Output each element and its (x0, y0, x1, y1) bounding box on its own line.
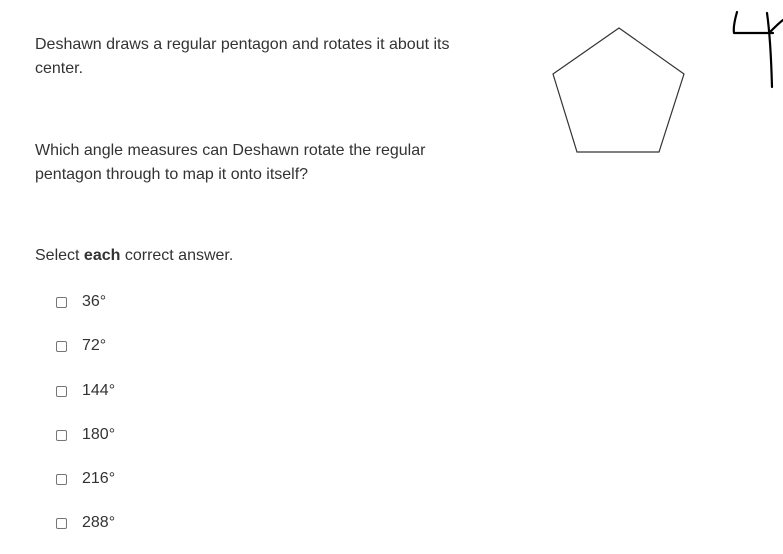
checkbox[interactable] (56, 518, 67, 529)
pentagon-shape (553, 28, 684, 152)
checkbox[interactable] (56, 430, 67, 441)
instruction-emphasis: each (83, 247, 121, 264)
answer-choice-2[interactable] (56, 334, 106, 358)
checkbox[interactable] (56, 297, 67, 308)
question-prompt: Which angle measures can Deshawn rotate the regular pentagon through to map it onto itself? (35, 142, 426, 183)
handwritten-stroke (734, 12, 783, 87)
answer-choice-3[interactable] (56, 379, 115, 403)
checkbox[interactable] (56, 341, 67, 352)
answer-choice-6[interactable] (56, 511, 115, 535)
instruction-text-after: correct answer. (120, 247, 234, 264)
answer-choice-4[interactable] (56, 423, 115, 447)
instruction-text-before: Select (35, 247, 84, 264)
checkbox[interactable] (56, 386, 67, 397)
answer-instruction (35, 244, 495, 268)
answer-choice-label: 288° (82, 514, 116, 531)
answer-choice-label: 144° (82, 382, 116, 399)
checkbox[interactable] (56, 474, 67, 485)
answer-choice-label: 72° (82, 337, 107, 354)
answer-choice-label: 36° (82, 293, 107, 310)
answer-choice-5[interactable] (56, 467, 115, 491)
handwritten-annotation (725, 5, 783, 90)
pentagon-figure (550, 25, 690, 157)
answer-choice-1[interactable] (56, 290, 106, 314)
answer-choice-label: 216° (82, 470, 116, 487)
question-intro: Deshawn draws a regular pentagon and rotates it about its center. (35, 36, 450, 77)
answer-choice-label: 180° (82, 426, 116, 443)
